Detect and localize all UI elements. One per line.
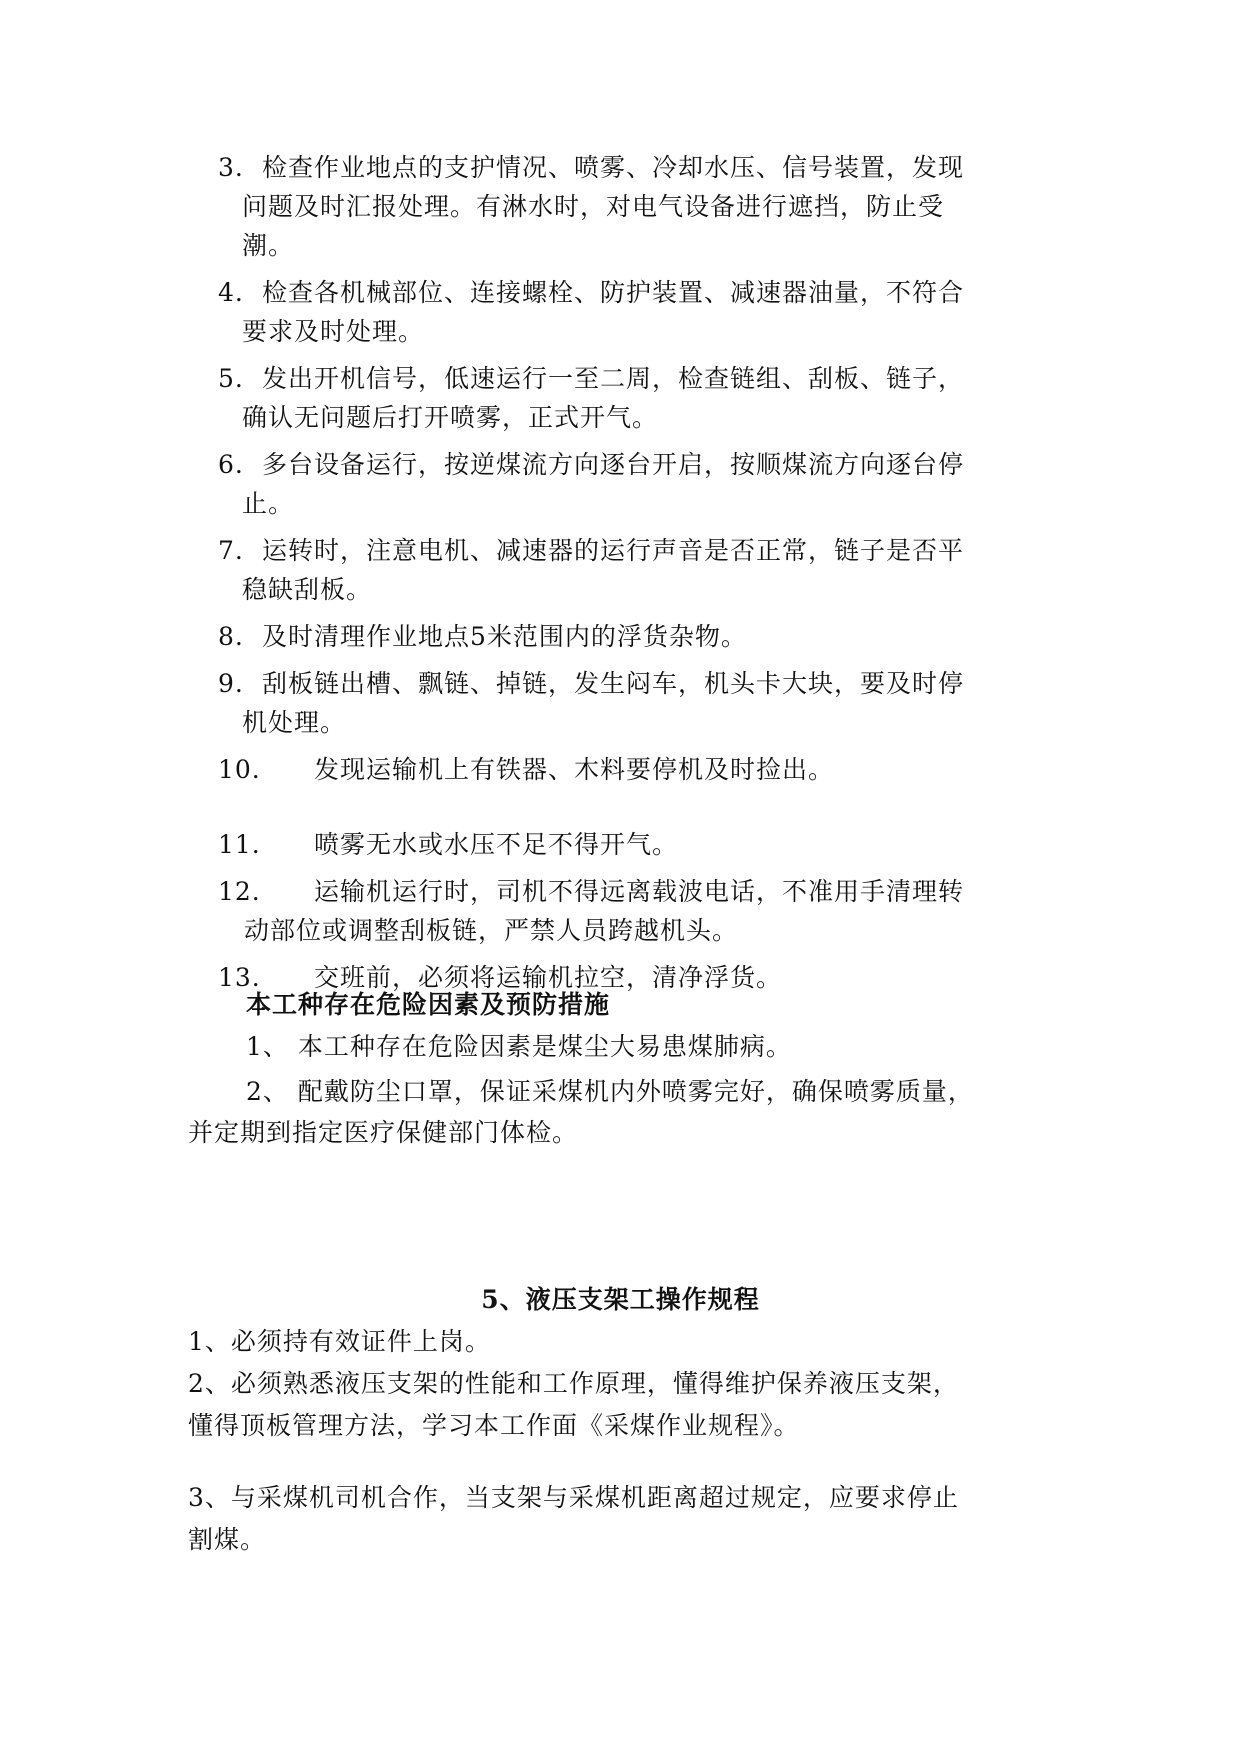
list-item-number: 13. <box>218 963 261 992</box>
list-item-text <box>242 148 1058 265</box>
list-item-text <box>242 445 1058 523</box>
hazard-paragraph-1: 1、 本工种存在危险因素是煤尘大易患煤肺病。 <box>246 1032 792 1061</box>
list-item-number: 11. <box>218 830 261 859</box>
section-paragraph-2-line-1: 2、必须熟悉液压支架的性能和工作原理，懂得维护保养液压支架， <box>188 1369 959 1398</box>
list-item-number: 8. <box>218 622 244 651</box>
list-item-continuation: 要求及时处理。 <box>242 317 425 346</box>
list-item-number: 9. <box>218 669 244 698</box>
section-paragraph-3-line-1: 3、与采煤机司机合作，当支架与采煤机距离超过规定，应要求停止 <box>188 1483 959 1512</box>
list-gap <box>218 797 1058 825</box>
list-item <box>218 148 1058 265</box>
hazard-paragraph-2-line-1: 2、 配戴防尘口罩，保证采煤机内外喷雾完好，确保喷雾质量， <box>246 1077 974 1106</box>
list-item <box>218 750 1058 789</box>
list-item <box>218 273 1058 351</box>
list-item <box>218 445 1058 523</box>
list-item-text <box>242 273 1058 351</box>
list-item-number: 10. <box>218 755 261 784</box>
list-item-line: 检查各机械部位、连接螺栓、防护装置、减速器油量，不符合 <box>262 278 965 307</box>
list-item-line: 发现运输机上有铁器、木料要停机及时捡出。 <box>314 755 835 784</box>
list-item-text <box>242 531 1058 609</box>
list-item-number: 7. <box>218 536 244 565</box>
list-item-line: 交班前，必须将运输机拉空，清净浮货。 <box>314 963 783 992</box>
list-item-text <box>242 664 1058 742</box>
list-item-text <box>242 359 1058 437</box>
list-item <box>218 531 1058 609</box>
list-item <box>218 359 1058 437</box>
list-item <box>218 664 1058 742</box>
section-paragraph-1: 1、必须持有效证件上岗。 <box>188 1327 491 1356</box>
section-paragraph-3-line-2: 割煤。 <box>188 1525 267 1554</box>
list-item-continuation: 潮。 <box>242 231 295 260</box>
list-item-line: 刮板链出槽、飘链、掉链，发生闷车，机头卡大块，要及时停 <box>262 669 965 698</box>
list-item <box>218 617 1058 656</box>
list-item-text <box>244 872 1058 950</box>
list-item-text <box>314 825 1058 864</box>
list-item-line: 及时清理作业地点5米范围内的浮货杂物。 <box>262 622 747 651</box>
list-item-number: 4. <box>218 278 244 307</box>
list-item-continuation: 动部位或调整刮板链，严禁人员跨越机头。 <box>244 916 739 945</box>
list-item-number: 5. <box>218 364 244 393</box>
list-item-continuation: 问题及时汇报处理。有淋水时，对电气设备进行遮挡，防止受 <box>242 192 945 221</box>
list-item-continuation: 止。 <box>242 489 295 518</box>
list-item-line: 发出开机信号，低速运行一至二周，检查链组、刮板、链子， <box>262 364 965 393</box>
list-item-continuation: 确认无问题后打开喷雾，正式开气。 <box>242 403 659 432</box>
list-item-line: 喷雾无水或水压不足不得开气。 <box>314 830 679 859</box>
list-item-number: 12. <box>218 877 261 906</box>
list-item <box>218 825 1058 864</box>
list-item-number: 3. <box>218 153 244 182</box>
list-item-continuation: 机处理。 <box>242 708 347 737</box>
list-item <box>218 872 1058 950</box>
hazard-heading: 本工种存在危险因素及预防措施 <box>246 990 611 1019</box>
hazard-paragraph-2-line-2: 并定期到指定医疗保健部门体检。 <box>188 1118 579 1147</box>
section-paragraph-2-line-2: 懂得顶板管理方法，学习本工作面《采煤作业规程》。 <box>188 1411 800 1440</box>
list-item-text <box>314 750 1058 789</box>
list-item-continuation: 稳缺刮板。 <box>242 575 373 604</box>
list-item-text <box>262 617 1058 656</box>
list-item-line: 运转时，注意电机、减速器的运行声音是否正常，链子是否平 <box>262 536 965 565</box>
list-item-line: 多台设备运行，按逆煤流方向逐台开启，按顺煤流方向逐台停 <box>262 450 965 479</box>
list-item-line: 运输机运行时，司机不得远离载波电话，不准用手清理转 <box>314 877 965 906</box>
procedure-list <box>218 148 1058 1005</box>
list-item-line: 检查作业地点的支护情况、喷雾、冷却水压、信号装置，发现 <box>262 153 965 182</box>
list-item-number: 6. <box>218 450 244 479</box>
section-title: 5、液压支架工操作规程 <box>481 1285 760 1314</box>
